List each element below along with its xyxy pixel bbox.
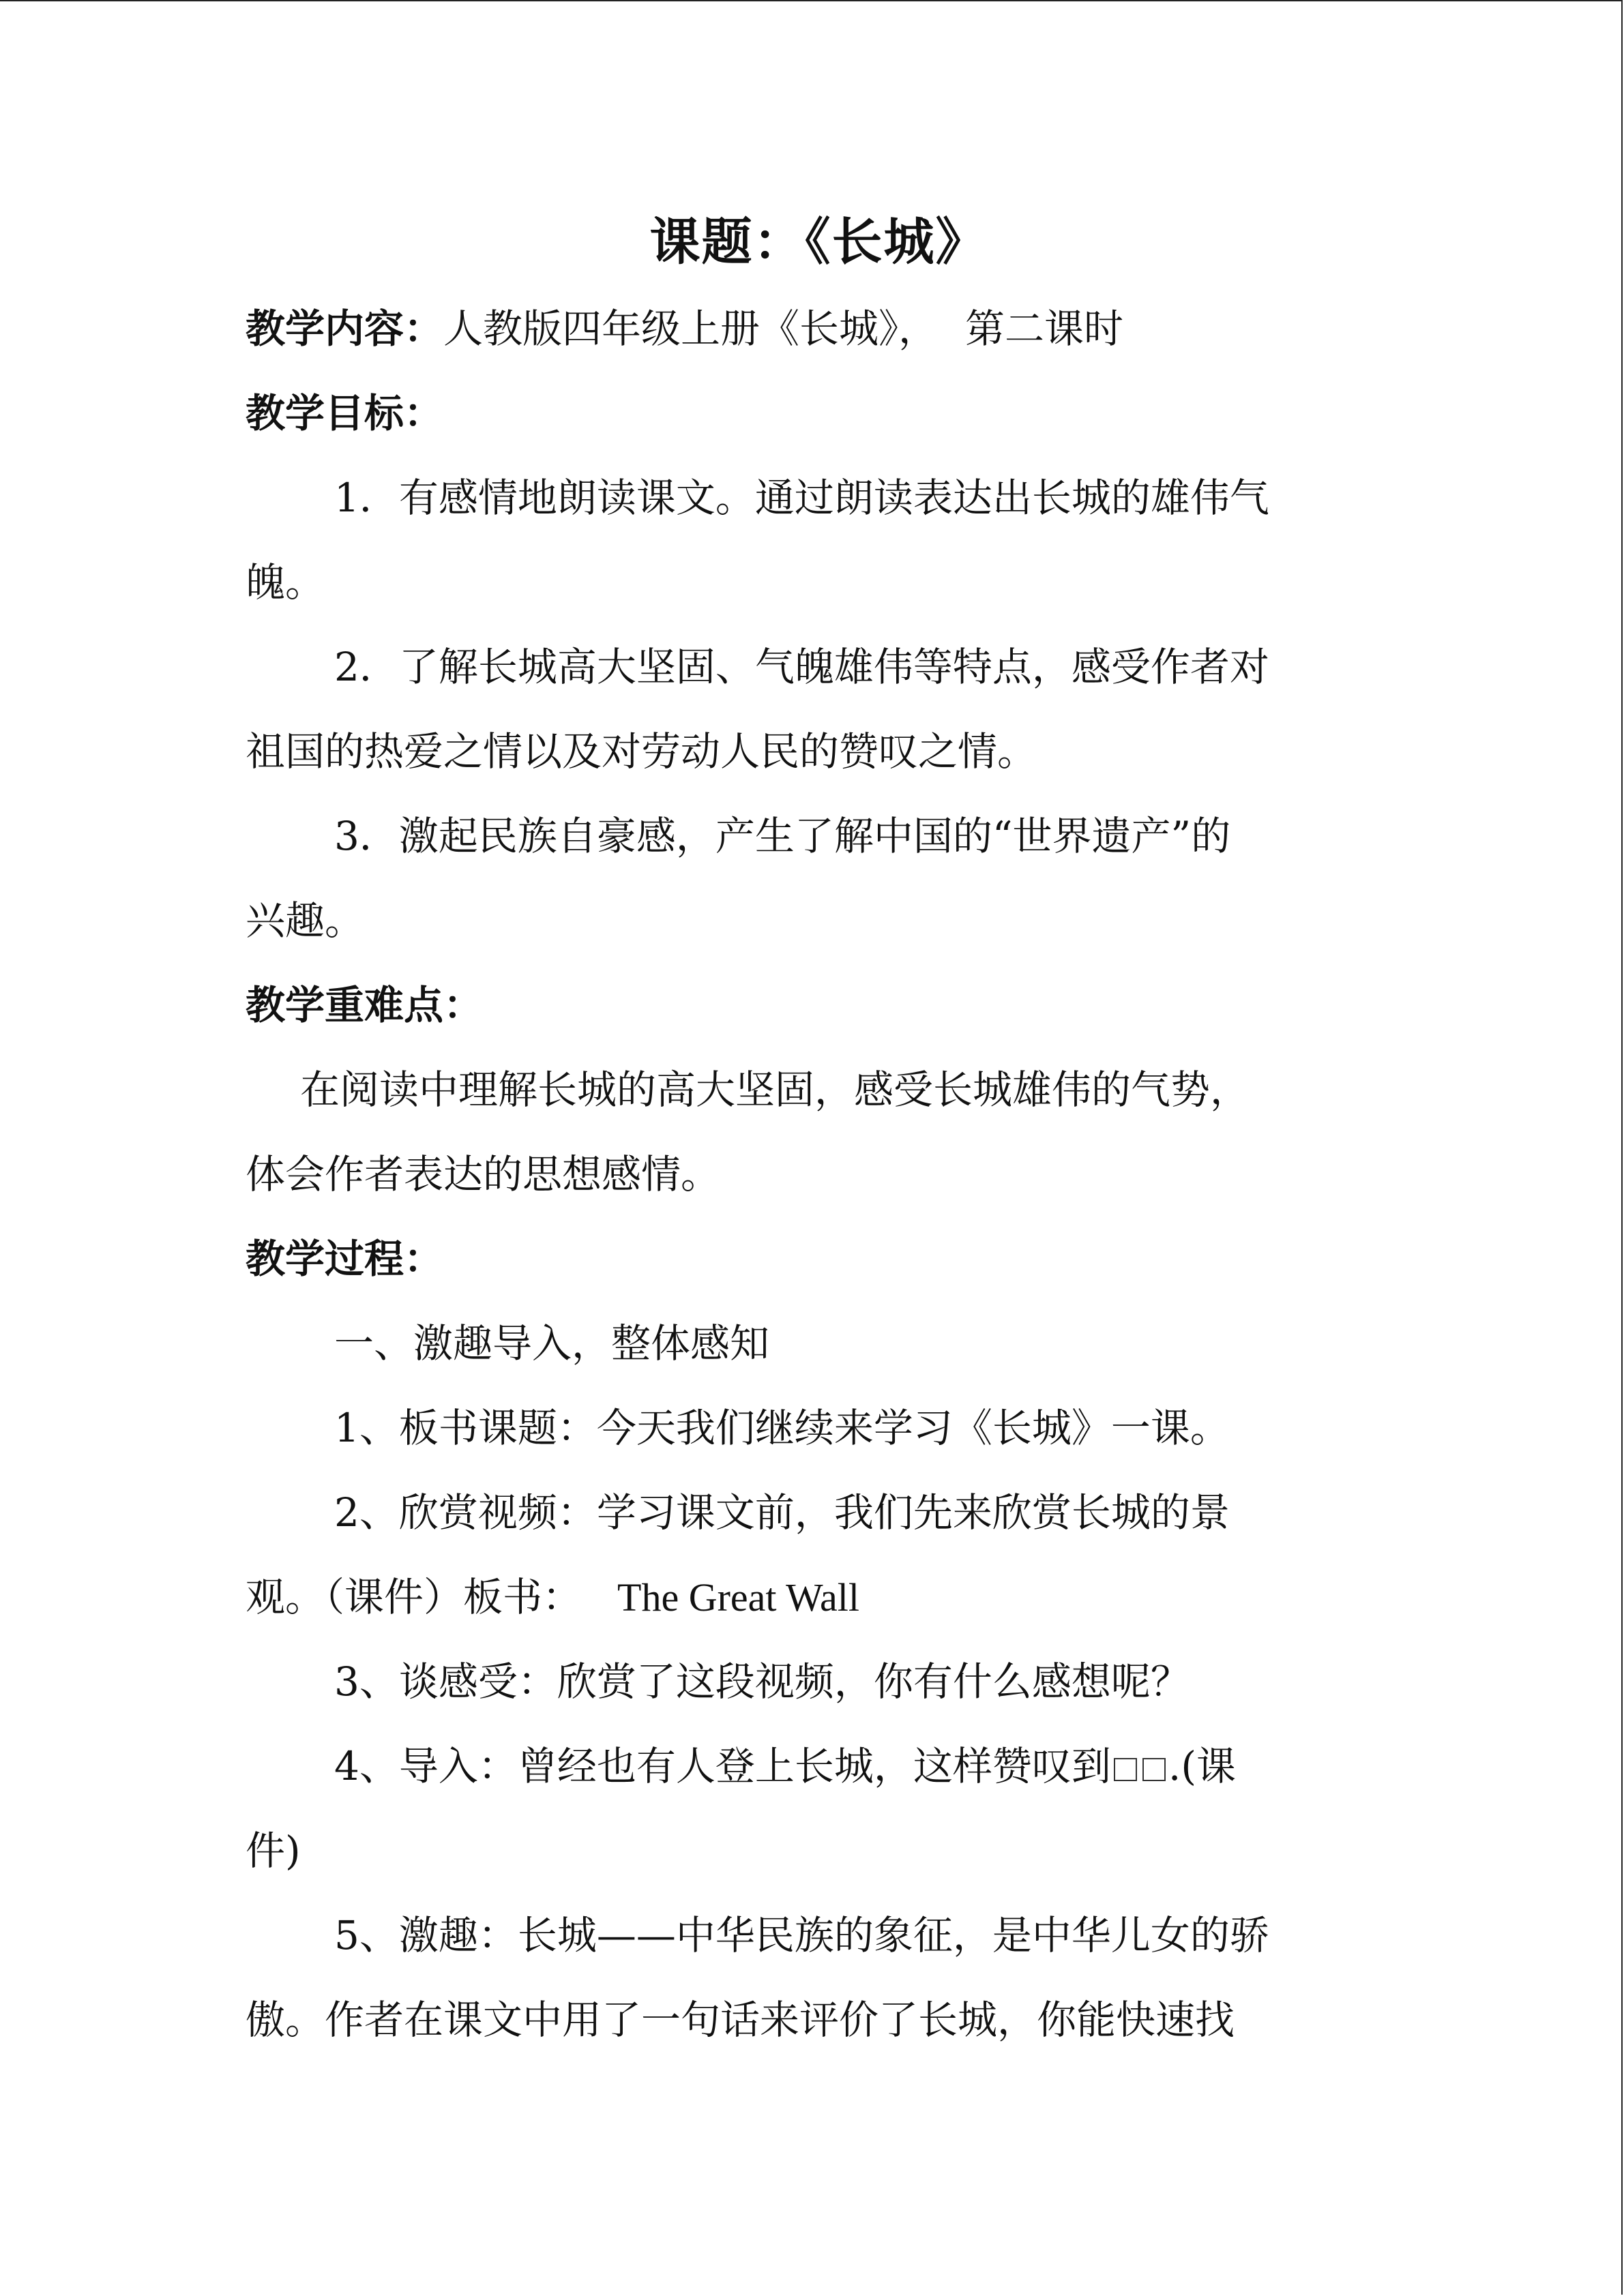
objective-1-line-2: 魄。 [246, 559, 325, 606]
objective-2-line-2: 祖国的热爱之情以及对劳动人民的赞叹之情。 [246, 728, 1037, 775]
process-step-2-line-2 [246, 1555, 1364, 1639]
process-step-5-line-2: 傲。作者在课文中用了一句话来评价了长城，你能快速找 [246, 1997, 1235, 2043]
objective-1-line-1: 1．有感情地朗读课文。通过朗读表达出长城的雄伟气 [334, 475, 1269, 521]
objectives-heading: 教学目标： [246, 390, 444, 436]
process-step-2-line-2-text: 观。（课件）板书： [246, 1574, 582, 1620]
teaching-content [246, 286, 1364, 371]
blank-box-icon [1142, 1758, 1166, 1781]
objective-3-line-1: 3．激起民族自豪感，产生了解中国的“世界遗产”的 [334, 813, 1231, 859]
key-points-line-1: 在阅读中理解长城的高大坚固，感受长城雄伟的气势， [300, 1067, 1250, 1113]
process-heading: 教学过程： [246, 1236, 444, 1282]
process-step-4-tail: .(课 [1168, 1743, 1236, 1789]
key-points-heading: 教学重难点： [246, 982, 484, 1028]
document-body [246, 198, 1364, 2062]
teaching-content-period: 第二课时 [965, 305, 1124, 352]
teaching-content-text: 人教版四年级上册《长城》， [443, 305, 939, 352]
process-section-1: 一、激趣导入，整体感知 [334, 1320, 770, 1367]
key-points-line-2: 体会作者表达的思想感情。 [246, 1151, 721, 1197]
page-title: 课题：《长城》 [649, 213, 988, 271]
process-step-2-line-1: 2、欣赏视频：学习课文前，我们先来欣赏长城的景 [334, 1489, 1230, 1536]
process-step-1: 1、板书课题：今天我们继续来学习《长城》一课。 [334, 1405, 1230, 1451]
process-step-4-line-2: 件) [246, 1828, 301, 1874]
process-step-4-line-1 [246, 1724, 1364, 1808]
board-writing-english: The Great Wall [617, 1575, 860, 1620]
process-step-5-line-1: 5、激趣：长城——中华民族的象征，是中华儿女的骄 [334, 1912, 1269, 1958]
blank-box-icon [1114, 1758, 1137, 1781]
process-step-3: 3、谈感受：欣赏了这段视频，你有什么感想呢？ [334, 1658, 1190, 1705]
objective-2-line-1: 2．了解长城高大坚固、气魄雄伟等特点，感受作者对 [334, 644, 1269, 690]
process-step-4-text: 4、导入：曾经也有人登上长城，这样赞叹到 [334, 1743, 1111, 1789]
objective-3-line-2: 兴趣。 [246, 897, 365, 944]
teaching-content-label: 教学内容： [246, 305, 444, 352]
